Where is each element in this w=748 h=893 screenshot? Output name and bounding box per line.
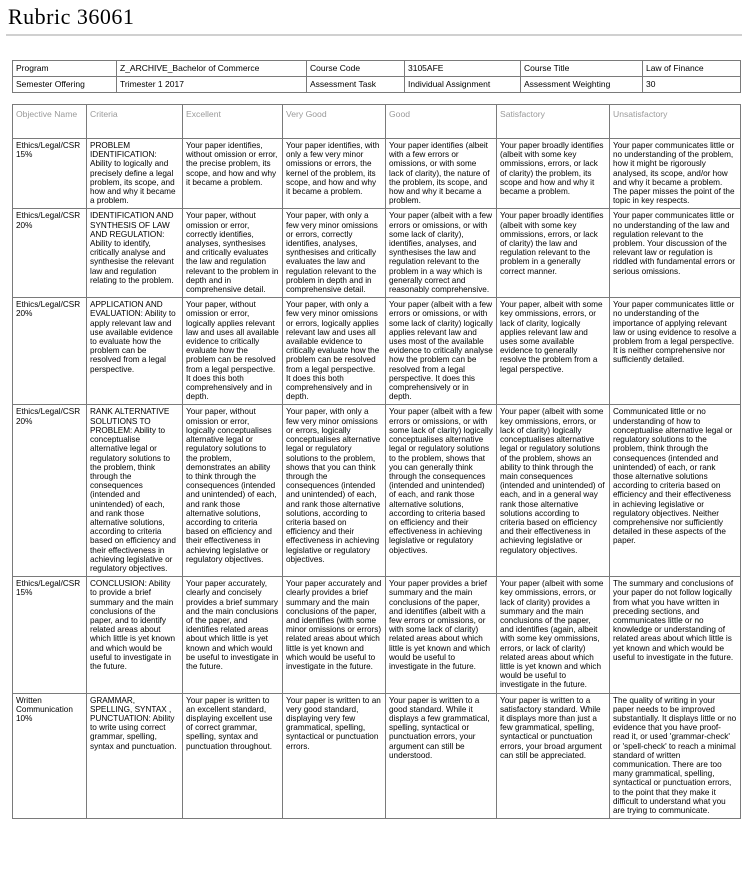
satisfactory-cell: Your paper (albeit with some key ommissions, errors, or lack of clarity) logically conceptualises alternative legal or regulatory solutions of the problem, shows an ability to think through the main consequences (intended and unintended) of each, and in a general way rank those alternative solutions according to criteria based on efficiency and their effectiveness in achieving legislative or regulatory objectives. (497, 405, 610, 577)
good-cell: Your paper identifies (albeit with a few errors or omissions, or with some lack of clarity), the nature of the problem, its scope, and how and why it became a problem. (386, 139, 497, 209)
satisfactory-cell: Your paper, albeit with some key ommissions, errors, or lack of clarity, logically applies relevant law and uses some available evidence to generally resolve the problem from a legal perspective. (497, 298, 610, 405)
header-criteria: Criteria (87, 105, 183, 139)
criteria-cell: APPLICATION AND EVALUATION: Ability to apply relevant law and use available evidence to evaluate how the problem can be resolved from a legal perspective. (87, 298, 183, 405)
program-label: Program (13, 61, 117, 77)
excellent-cell: Your paper, without omission or error, logically conceptualises alternative legal or regulatory solutions to the problem, demonstrates an ability to think through the consequences (intended and unintended) of each, and rank those alternative solutions, according to criteria based on efficiency and their effectiveness in achieving legislative or regulatory objectives. (183, 405, 283, 577)
unsatisfactory-cell: Your paper communicates little or no understanding of the law and regulation relevant to the problem. Your discussion of the relevant law or regulation is riddled with fundamental errors or serious omissions. (610, 209, 741, 298)
satisfactory-cell: Your paper is written to a satisfactory standard. While it displays more than just a few grammatical, spelling, syntactical or punctuation errors, your broad argument can still be appreciated. (497, 693, 610, 819)
objective-cell: Ethics/Legal/CSR 20% (13, 298, 87, 405)
objective-cell: Ethics/Legal/CSR 15% (13, 139, 87, 209)
unsatisfactory-cell: Your paper communicates little or no understanding of the importance of applying relevant law or using evidence to resolve a problem from a legal perspective. It is neither comprehensive nor sufficiently detailed. (610, 298, 741, 405)
course-title-label: Course Title (521, 61, 643, 77)
objective-cell: Written Communication 10% (13, 693, 87, 819)
objective-cell: Ethics/Legal/CSR 15% (13, 577, 87, 693)
rubric-row (13, 209, 741, 298)
page-title: Rubric 36061 (8, 4, 135, 29)
rubric-header-row (13, 105, 741, 139)
objective-cell: Ethics/Legal/CSR 20% (13, 405, 87, 577)
satisfactory-cell: Your paper (albeit with some key ommissions, errors, or lack of clarity) provides a summary and the main conclusions of the paper, and identifies (again, albeit with some key ommissions, errors, or lack of clarity) related areas about which little is yet known and which would be useful to investigate in the future. (497, 577, 610, 693)
rubric-row (13, 693, 741, 819)
unsatisfactory-cell: The quality of writing in your paper needs to be improved substantially. It displays little or no evidence that you have proof-read it, or used 'grammar-check' or 'spell-check' to reach a minimal standard of written communication. There are too many grammatical, spelling, syntactical or punctuation errors, to the point that they make it difficult to understand what you are trying to communicate. (610, 693, 741, 819)
weighting-value: 30 (643, 77, 741, 93)
excellent-cell: Your paper, without omission or error, correctly identifies, analyses, synthesises and critically evaluates the law and regulation relevant to the problem in depth and in comprehensive detail. (183, 209, 283, 298)
offering-label: Semester Offering (13, 77, 117, 93)
objective-cell: Ethics/Legal/CSR 20% (13, 209, 87, 298)
task-label: Assessment Task (307, 77, 405, 93)
rubric-row (13, 139, 741, 209)
excellent-cell: Your paper, without omission or error, logically applies relevant law and uses all available evidence to critically evaluate how the problem can be resolved from a legal perspective. It does this both comprehensively and in depth. (183, 298, 283, 405)
good-cell: Your paper (albeit with a few errors or omissions, or with some lack of clarity) logically conceptualises alternative legal or regulatory solutions to the problem, shows that you can generally think through the consequences (intended and unintended) of each, and rank those alternative solutions, according to criteria based on efficiency and their effectiveness in achieving legislative or regulatory objectives. (386, 405, 497, 577)
unsatisfactory-cell: The summary and conclusions of your paper do not follow logically from what you have written in preceding sections, and communicates little or no knowledge or understanding of related areas about which little is yet known and which would be useful to investigate in the future. (610, 577, 741, 693)
excellent-cell: Your paper accurately, clearly and concisely provides a brief summary and the main conclusions of the paper, and identifies related areas about which little is yet known and which would be useful to investigate in the future. (183, 577, 283, 693)
task-value: Individual Assignment (405, 77, 521, 93)
rubric-table (12, 104, 741, 819)
very-good-cell: Your paper, with only a few very minor omissions or errors, logically applies relevant law and uses all available evidence to critically evaluate how the problem can be resolved from a legal perspective. It does this both comprehensively and in depth. (283, 298, 386, 405)
info-row (13, 77, 741, 93)
rubric-row (13, 577, 741, 693)
header-good: Good (386, 105, 497, 139)
good-cell: Your paper (albeit with a few errors or omissions, or with some lack of clarity), identifies, analyses, and synthesises the law and regulation relevant to the problem in a way which is generally correct and reasonably comprehensive. (386, 209, 497, 298)
good-cell: Your paper (albeit with a few errors or omissions, or with some lack of clarity) logically applies relevant law and uses most of the available evidence to critically analyse how the problem can be resolved from a legal perspective. It does this comprehensively or in depth. (386, 298, 497, 405)
course-title-value: Law of Finance (643, 61, 741, 77)
header-satisfactory: Satisfactory (497, 105, 610, 139)
info-row (13, 61, 741, 77)
very-good-cell: Your paper, with only a few very minor omissions or errors, logically conceptualises alternative legal or regulatory solutions to the problem, shows that you can think through the consequences (intended and unintended) of each, and rank those alternative solutions, according to criteria based on efficiency and their effectiveness in achieving legislative or regulatory objectives. (283, 405, 386, 577)
course-code-label: Course Code (307, 61, 405, 77)
program-value: Z_ARCHIVE_Bachelor of Commerce (117, 61, 307, 77)
excellent-cell: Your paper is written to an excellent standard, displaying excellent use of correct grammar, spelling, syntax and punctuation throughout. (183, 693, 283, 819)
rubric-row (13, 298, 741, 405)
header-unsatisfactory: Unsatisfactory (610, 105, 741, 139)
header-objective: Objective Name (13, 105, 87, 139)
header-very-good: Very Good (283, 105, 386, 139)
criteria-cell: RANK ALTERNATIVE SOLUTIONS TO PROBLEM: Ability to conceptualise alternative legal or regulatory solutions to the problem, think through the consequences (intended and unintended) of each, and rank those alternative solutions, according to criteria based on efficiency and their effectiveness in achieving legislative or regulatory objectives. (87, 405, 183, 577)
unsatisfactory-cell: Communicated little or no understanding of how to conceptualise alternative legal or regulatory solutions to the problem, think through the consequences (intended and unintended) of each, or rank those alternative solutions according to criteria based on efficiency and their effectiveness in achieving legislative or regulatory objectives. Neither comprehensive nor sufficiently detailed in these aspects of the paper. (610, 405, 741, 577)
satisfactory-cell: Your paper broadly identifies (albeit with some key ommissions, errors, or lack of clarity) the law and regulation relevant to the problem in a generally correct manner. (497, 209, 610, 298)
course-info-table (12, 60, 741, 93)
good-cell: Your paper provides a brief summary and the main conclusions of the paper, and identifies (albeit with a few errors or omissions, or with some lack of clarity) related areas about which little is yet known and which would be useful to investigate in the future. (386, 577, 497, 693)
very-good-cell: Your paper identifies, with only a few very minor omissions or errors, the kernel of the problem, its scope, and how and why it became a problem. (283, 139, 386, 209)
criteria-cell: IDENTIFICATION AND SYNTHESIS OF LAW AND REGULATION: Ability to identify, critically analyse and synthesise the relevant law and regulation relating to the problem. (87, 209, 183, 298)
offering-value: Trimester 1 2017 (117, 77, 307, 93)
weighting-label: Assessment Weighting (521, 77, 643, 93)
rubric-row (13, 405, 741, 577)
very-good-cell: Your paper, with only a few very minor omissions or errors, correctly identifies, analyses, synthesises and critically evaluates the law and regulation relevant to the problem in depth and in comprehensive detail. (283, 209, 386, 298)
criteria-cell: GRAMMAR, SPELLING, SYNTAX , PUNCTUATION: Ability to write using correct grammar, spelling, syntax and punctuation. (87, 693, 183, 819)
good-cell: Your paper is written to a good standard. While it displays a few grammatical, spelling, syntactical or punctuation errors, your argument can still be understood. (386, 693, 497, 819)
title-divider (6, 34, 742, 36)
criteria-cell: CONCLUSION: Ability to provide a brief summary and the main conclusions of the paper, and to identify related areas about which little is yet known and which would be useful to investigate in the future. (87, 577, 183, 693)
very-good-cell: Your paper accurately and clearly provides a brief summary and the main conclusions of the paper, and identifies (with some minor omissions or errors) related areas about which little is yet known and which would be useful to investigate in the future. (283, 577, 386, 693)
very-good-cell: Your paper is written to an very good standard, displaying very few grammatical, spelling, syntactical or punctuation errors. (283, 693, 386, 819)
unsatisfactory-cell: Your paper communicates little or no understanding of the problem, how it might be rigorously analysed, its scope, and/or how and why it became a problem. The paper misses the point of the topic in key respects. (610, 139, 741, 209)
excellent-cell: Your paper identifies, without omission or error, the precise problem, its scope, and how and why it became a problem. (183, 139, 283, 209)
header-excellent: Excellent (183, 105, 283, 139)
course-code-value: 3105AFE (405, 61, 521, 77)
satisfactory-cell: Your paper broadly identifies (albeit with some key ommissions, errors, or lack of clarity) the problem, its scope and how and why it became a problem. (497, 139, 610, 209)
criteria-cell: PROBLEM IDENTIFICATION: Ability to logically and precisely define a legal problem, its scope, and how and why it became a problem. (87, 139, 183, 209)
